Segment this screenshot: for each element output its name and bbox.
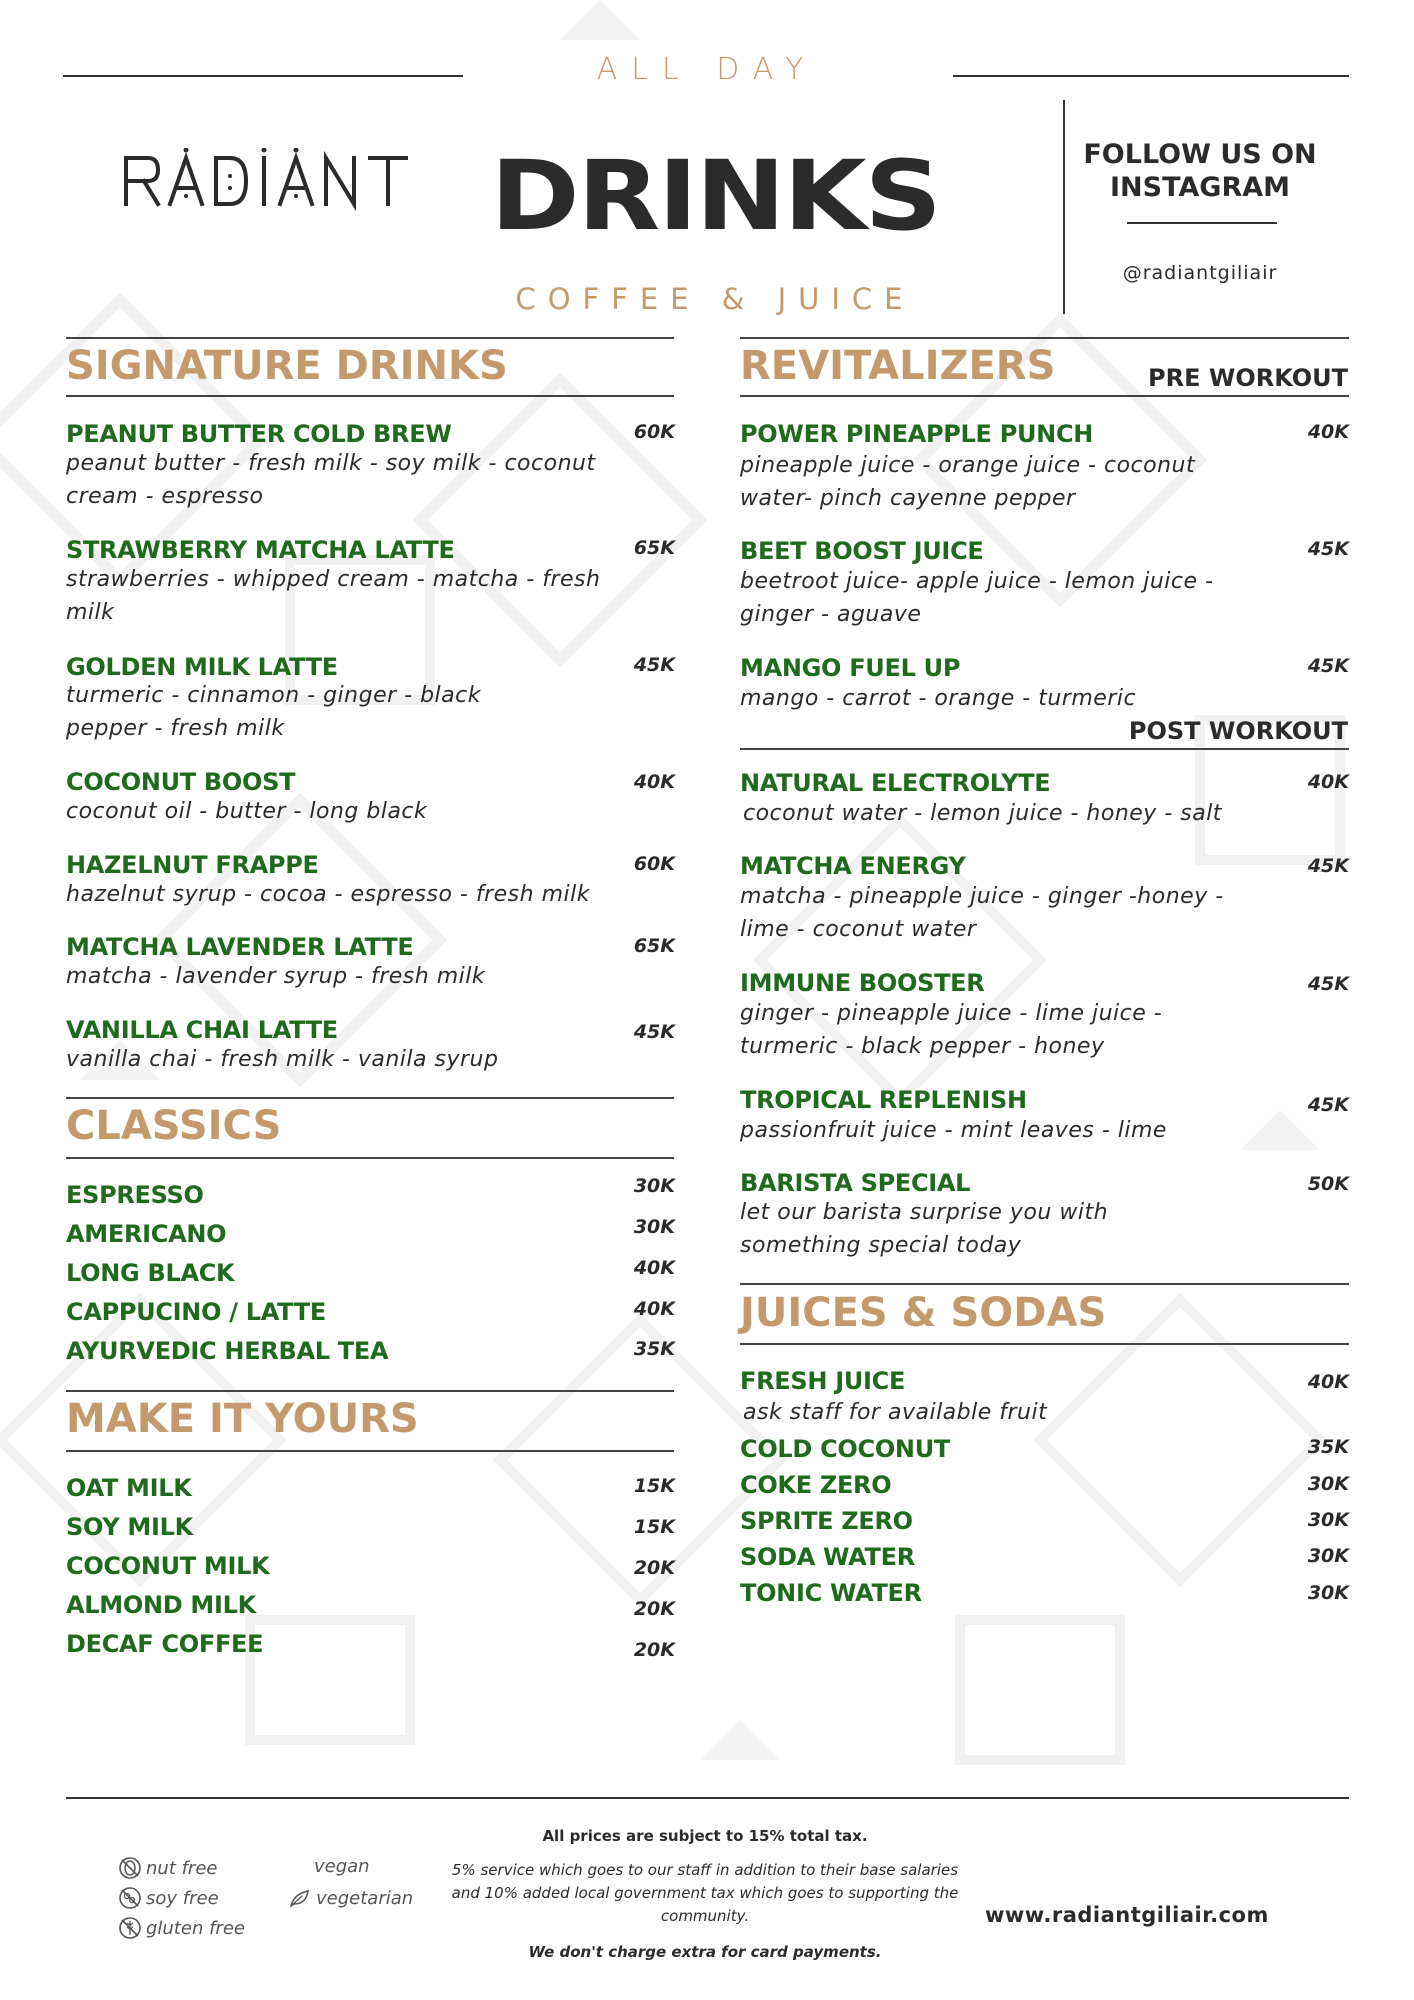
item-desc — [740, 565, 1213, 631]
section-rule-revitalizers — [740, 395, 1349, 397]
item-desc-line: coconut oil - butter - long black — [66, 799, 428, 824]
service-note — [430, 1859, 980, 1928]
item-name: PEANUT BUTTER COLD BREW — [66, 420, 452, 448]
legend-vegetarian — [288, 1886, 413, 1910]
section-title-signature: SIGNATURE DRINKS — [66, 343, 508, 389]
item-price: 30K — [1307, 1545, 1349, 1567]
soy-free-icon — [118, 1886, 142, 1910]
item-price: 50K — [1307, 1173, 1349, 1195]
item-name: AYURVEDIC HERBAL TEA — [66, 1337, 389, 1365]
item-name: ALMOND MILK — [66, 1591, 256, 1619]
item-desc — [66, 960, 485, 993]
subtitle: COFFEE & JUICE — [515, 282, 915, 316]
item-name: AMERICANO — [66, 1220, 227, 1248]
section-rule-juices — [740, 1343, 1349, 1345]
item-price: 30K — [1307, 1473, 1349, 1495]
item-desc — [66, 795, 427, 828]
follow-rule — [1127, 222, 1277, 224]
item-name: STRAWBERRY MATCHA LATTE — [66, 536, 455, 564]
legend-nut-free — [118, 1856, 217, 1880]
section-rule-post-workout — [740, 748, 1349, 750]
section-title-juices: JUICES & SODAS — [740, 1290, 1107, 1336]
item-desc — [66, 563, 600, 629]
legend-gluten-free — [118, 1916, 245, 1940]
footer-rule — [66, 1797, 1349, 1799]
item-desc — [66, 447, 596, 513]
legend-label: gluten free — [146, 1917, 245, 1939]
section-rule-classics — [66, 1157, 674, 1159]
item-name: COLD COCONUT — [740, 1435, 950, 1463]
item-price: 30K — [1307, 1509, 1349, 1531]
item-price: 20K — [633, 1557, 675, 1579]
follow-line-1: FOLLOW US ON — [1083, 139, 1317, 170]
item-name: NATURAL ELECTROLYTE — [740, 769, 1051, 797]
item-price: 20K — [633, 1598, 675, 1620]
service-line: community. — [660, 1907, 750, 1925]
legend-label: vegetarian — [316, 1887, 414, 1909]
item-price: 60K — [633, 421, 675, 443]
pre-workout-label: PRE WORKOUT — [1148, 364, 1348, 392]
item-name: COCONUT MILK — [66, 1552, 270, 1580]
item-price: 15K — [633, 1516, 675, 1538]
item-price: 60K — [633, 853, 675, 875]
section-title-revitalizers: REVITALIZERS — [740, 343, 1056, 389]
item-name: LONG BLACK — [66, 1259, 235, 1287]
eyebrow-all-day: ALL DAY — [596, 52, 818, 87]
item-price: 45K — [1307, 538, 1349, 560]
item-desc-line: strawberries - whipped cream - matcha - fresh — [66, 567, 601, 592]
website-link[interactable]: www.radiantgiliair.com — [985, 1903, 1269, 1927]
header-divider — [1063, 100, 1065, 314]
item-desc — [740, 682, 1136, 715]
instagram-handle[interactable]: @radiantgiliair — [1122, 262, 1278, 284]
section-rule-juices-top — [740, 1283, 1349, 1285]
item-desc-line: peanut butter - fresh milk - soy milk - coconut — [66, 451, 596, 476]
section-title-classics: CLASSICS — [66, 1103, 282, 1149]
item-price: 40K — [1307, 771, 1349, 793]
legend-vegan — [314, 1856, 370, 1877]
item-name: TROPICAL REPLENISH — [740, 1086, 1027, 1114]
legend-label: nut free — [146, 1857, 218, 1879]
item-name: ESPRESSO — [66, 1181, 204, 1209]
item-price: 45K — [1307, 973, 1349, 995]
item-name: BARISTA SPECIAL — [740, 1169, 971, 1197]
follow-line-2: INSTAGRAM — [1109, 172, 1291, 203]
item-name: MATCHA LAVENDER LATTE — [66, 933, 414, 961]
nut-free-icon — [118, 1856, 142, 1880]
item-price: 30K — [633, 1216, 675, 1238]
item-price: 65K — [633, 537, 675, 559]
item-desc-line: turmeric - cinnamon - ginger - black — [66, 683, 481, 708]
section-rule-signature — [66, 395, 674, 397]
item-desc-line: matcha - pineapple juice - ginger -honey - — [740, 884, 1224, 909]
item-desc-line: beetroot juice- apple juice - lemon juice - — [740, 569, 1214, 594]
item-name: TONIC WATER — [740, 1579, 922, 1607]
item-name: IMMUNE BOOSTER — [740, 969, 985, 997]
item-desc — [740, 880, 1224, 946]
legend-soy-free — [118, 1886, 219, 1910]
tax-note: All prices are subject to 15% total tax. — [542, 1827, 868, 1845]
radiant-logo — [122, 148, 422, 218]
item-desc-line: matcha - lavender syrup - fresh milk — [66, 964, 486, 989]
service-line: and 10% added local government tax which goes to supporting the — [451, 1884, 959, 1902]
section-title-make-it-yours: MAKE IT YOURS — [66, 1396, 419, 1442]
legend-label: soy free — [146, 1887, 219, 1909]
item-desc-line: pepper - fresh milk — [66, 716, 285, 741]
item-price: 15K — [633, 1475, 675, 1497]
section-rule-make — [66, 1450, 674, 1452]
item-price: 40K — [633, 771, 675, 793]
section-rule-make-top — [66, 1390, 674, 1392]
item-desc — [740, 1196, 1108, 1262]
item-desc-line: mango - carrot - orange - turmeric — [740, 686, 1137, 711]
card-note: We don't charge extra for card payments. — [528, 1943, 882, 1961]
item-desc-line: let our barista surprise you with — [740, 1200, 1109, 1225]
item-desc-line: turmeric - black pepper - honey — [740, 1034, 1105, 1059]
item-desc — [743, 1396, 1047, 1429]
item-desc — [66, 1043, 498, 1076]
item-price: 40K — [633, 1298, 675, 1320]
section-rule-classics-top — [66, 1097, 674, 1099]
item-desc-line: something special today — [740, 1233, 1022, 1258]
item-price: 45K — [1307, 855, 1349, 877]
item-name: VANILLA CHAI LATTE — [66, 1016, 338, 1044]
item-desc — [740, 449, 1195, 515]
item-desc-line: lime - coconut water — [740, 917, 977, 942]
follow-us — [1080, 138, 1320, 204]
item-name: POWER PINEAPPLE PUNCH — [740, 420, 1094, 448]
item-name: BEET BOOST JUICE — [740, 537, 984, 565]
item-price: 20K — [633, 1639, 675, 1661]
item-desc-line: passionfruit juice - mint leaves - lime — [740, 1118, 1167, 1143]
item-desc-line: pineapple juice - orange juice - coconut — [740, 453, 1196, 478]
item-name: OAT MILK — [66, 1474, 192, 1502]
item-name: CAPPUCINO / LATTE — [66, 1298, 326, 1326]
item-price: 35K — [633, 1338, 675, 1360]
item-name: FRESH JUICE — [740, 1367, 906, 1395]
item-desc-line: cream - espresso — [66, 484, 264, 509]
item-price: 45K — [1307, 1094, 1349, 1116]
item-name: COCONUT BOOST — [66, 768, 296, 796]
item-name: DECAF COFFEE — [66, 1630, 264, 1658]
item-price: 40K — [1307, 421, 1349, 443]
item-name: MATCHA ENERGY — [740, 852, 966, 880]
item-desc — [740, 1114, 1167, 1147]
item-desc — [743, 797, 1222, 830]
page-title: DRINKS — [490, 140, 940, 252]
item-desc-line: water- pinch cayenne pepper — [740, 486, 1076, 511]
leaf-icon — [288, 1886, 312, 1910]
item-price: 35K — [1307, 1436, 1349, 1458]
item-name: COKE ZERO — [740, 1471, 892, 1499]
item-desc-line: vanilla chai - fresh milk - vanila syrup — [66, 1047, 499, 1072]
item-name: GOLDEN MILK LATTE — [66, 653, 338, 681]
item-desc-line: ginger - pineapple juice - lime juice - — [740, 1001, 1163, 1026]
section-rule-top-left — [66, 337, 674, 339]
item-desc-line: ginger - aguave — [740, 602, 922, 627]
item-price: 65K — [633, 935, 675, 957]
item-name: HAZELNUT FRAPPE — [66, 851, 319, 879]
item-name: MANGO FUEL UP — [740, 654, 961, 682]
item-name: SPRITE ZERO — [740, 1507, 913, 1535]
post-workout-label: POST WORKOUT — [1128, 717, 1348, 745]
item-desc-line: milk — [66, 600, 115, 625]
legend-label: vegan — [314, 1856, 370, 1877]
item-price: 30K — [1307, 1582, 1349, 1604]
item-desc-line: hazelnut syrup - cocoa - espresso - fresh milk — [66, 882, 590, 907]
item-desc-line: ask staff for available fruit — [743, 1400, 1048, 1425]
item-price: 45K — [1307, 655, 1349, 677]
section-rule-top-right — [740, 337, 1349, 339]
item-desc — [66, 878, 590, 911]
item-price: 30K — [633, 1175, 675, 1197]
item-price: 45K — [633, 654, 675, 676]
item-desc — [66, 679, 481, 745]
item-name: SOY MILK — [66, 1513, 193, 1541]
service-line: 5% service which goes to our staff in addition to their base salaries — [451, 1861, 959, 1879]
gluten-free-icon — [118, 1916, 142, 1940]
item-desc-line: coconut water - lemon juice - honey - salt — [743, 801, 1222, 826]
item-desc — [740, 997, 1162, 1063]
item-price: 40K — [1307, 1371, 1349, 1393]
item-price: 45K — [633, 1021, 675, 1043]
item-name: SODA WATER — [740, 1543, 915, 1571]
item-price: 40K — [633, 1257, 675, 1279]
